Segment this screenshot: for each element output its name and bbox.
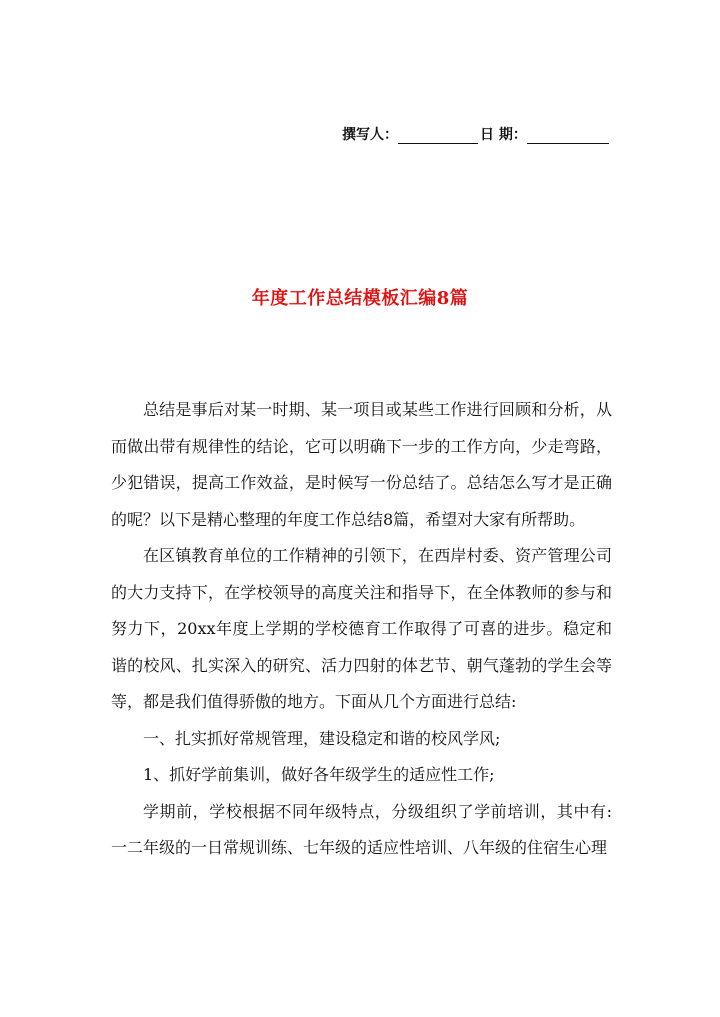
section-heading-1: 一、扎实抓好常规管理，建设稳定和谐的校风学风; xyxy=(143,728,501,748)
byline xyxy=(342,124,609,144)
subsection-heading-1: 1、抓好学前集训，做好各年级学生的适应性工作; xyxy=(143,765,495,784)
document-title: 年度工作总结模板汇编8篇 xyxy=(251,288,469,309)
paragraph-overview: 在区镇教育单位的工作精神的引领下，在西岸村委、资产管理公司的大力支持下，在学校领导的高度关注和指导下，在全体教师的参与和努力下，20xx年度上学期的学校德育工作取得了可喜的进步。稳定和谐的校风、扎实深入的研究、活力四射的体艺节、朝气蓬勃的学生会等等，都是我们值得骄傲的地方。下面从几个方面进行总结: xyxy=(111,546,612,711)
author-blank xyxy=(398,129,478,144)
paragraph-intro: 总结是事后对某一时期、某一项目或某些工作进行回顾和分析，从而做出带有规律性的结论，它可以明确下一步的工作方向，少走弯路，少犯错误，提高工作效益，是时候写一份总结了。总结怎么写才是正确的呢？以下是精心整理的年度工作总结8篇，希望对大家有所帮助。 xyxy=(111,400,612,529)
paragraph-training: 学期前，学校根据不同年级特点，分级组织了学前培训，其中有:一二年级的一日常规训练、七年级的适应性培训、八年级的住宿生心理 xyxy=(111,801,612,857)
date-label: 日 期： xyxy=(480,127,527,143)
author-label: 撰写人： xyxy=(342,127,398,143)
document-body xyxy=(111,392,612,867)
date-blank xyxy=(527,129,609,144)
